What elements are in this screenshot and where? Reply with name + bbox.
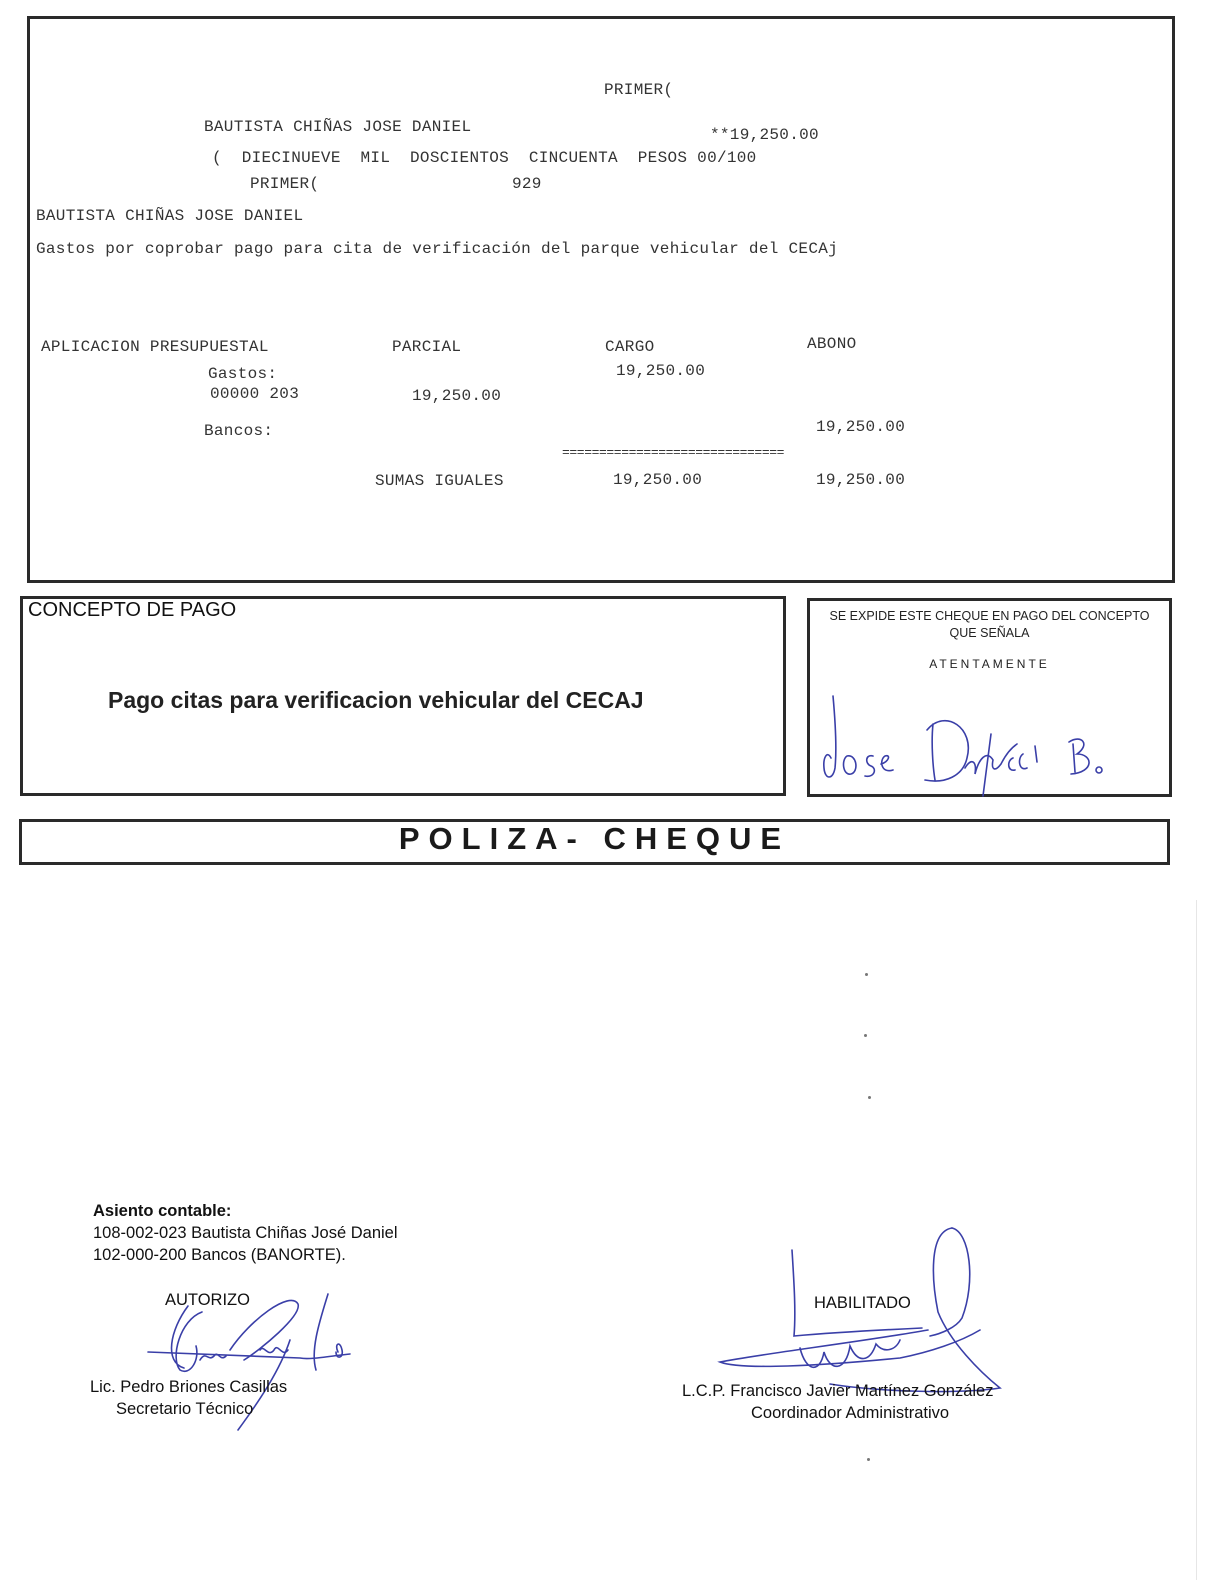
scan-speck	[864, 1034, 867, 1037]
bank-code-top: PRIMER(	[604, 81, 674, 99]
expide-line-2: QUE SEÑALA	[949, 626, 1030, 640]
autorizo-role: Secretario Técnico	[116, 1400, 254, 1418]
totals-label: SUMAS IGUALES	[375, 472, 504, 490]
bank-code-bottom: PRIMER(	[250, 175, 320, 193]
expide-line-1: SE EXPIDE ESTE CHEQUE EN PAGO DEL CONCEPTO	[829, 609, 1150, 623]
autorizo-name: Lic. Pedro Briones Casillas	[90, 1378, 288, 1396]
concepto-de-pago-text: Pago citas para verificacion vehicular del CECAJ	[108, 687, 644, 713]
asiento-contable-title: Asiento contable:	[93, 1202, 232, 1220]
asiento-line-2: 102-000-200 Bancos (BANORTE).	[93, 1246, 346, 1264]
concepto-de-pago-label: CONCEPTO DE PAGO	[28, 599, 237, 621]
beneficiary-name: BAUTISTA CHIÑAS JOSE DANIEL	[36, 207, 304, 225]
atentamente-label: ATENTAMENTE	[929, 657, 1050, 671]
ledger-row-bancos-abono: 19,250.00	[816, 418, 906, 436]
check-amount: **19,250.00	[710, 126, 819, 144]
amount-in-words: ( DIECINUEVE MIL DOSCIENTOS CINCUENTA PESOS 00/100	[212, 149, 757, 167]
ledger-row-partida-parcial: 19,250.00	[412, 387, 502, 405]
totals-abono: 19,250.00	[816, 471, 906, 489]
asiento-line-1: 108-002-023 Bautista Chiñas José Daniel	[93, 1224, 398, 1242]
poliza-cheque-title: POLIZA- CHEQUE	[398, 821, 791, 856]
habilitado-role: Coordinador Administrativo	[751, 1404, 950, 1422]
payment-description: Gastos por coprobar pago para cita de verificación del parque vehicular del CECAj	[36, 240, 839, 258]
totals-cargo: 19,250.00	[613, 471, 703, 489]
header-aplicacion-presupuestal: APLICACION PRESUPUESTAL	[41, 338, 269, 356]
header-cargo: CARGO	[605, 338, 655, 356]
header-abono: ABONO	[807, 335, 857, 353]
scan-speck	[865, 973, 868, 976]
scan-speck	[868, 1096, 871, 1099]
handwritten-signature-jose-daniel	[815, 688, 1115, 798]
totals-separator: ==============================	[562, 445, 785, 460]
ledger-row-gastos-account: Gastos:	[208, 365, 278, 383]
scan-edge-line	[1196, 900, 1197, 1580]
payee-name: BAUTISTA CHIÑAS JOSE DANIEL	[204, 118, 472, 136]
ledger-row-partida-account: 00000 203	[210, 385, 300, 403]
scan-speck	[867, 1458, 870, 1461]
habilitado-label: HABILITADO	[814, 1294, 911, 1312]
handwritten-signature-habilitado	[700, 1222, 1020, 1402]
check-voucher-box	[27, 16, 1175, 583]
autorizo-label: AUTORIZO	[165, 1291, 250, 1309]
ledger-row-gastos-cargo: 19,250.00	[616, 362, 706, 380]
ledger-row-bancos-account: Bancos:	[204, 422, 274, 440]
check-number: 929	[512, 175, 542, 193]
header-parcial: PARCIAL	[392, 338, 462, 356]
habilitado-name: L.C.P. Francisco Javier Martínez González	[682, 1382, 994, 1400]
